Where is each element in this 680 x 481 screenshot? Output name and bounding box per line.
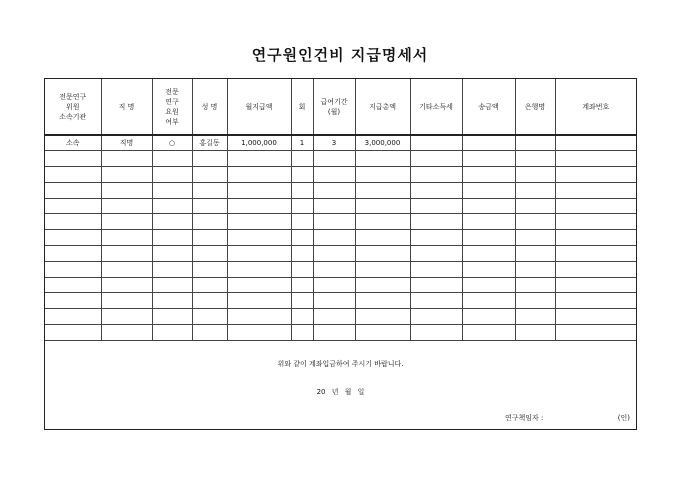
cell-period[interactable] — [313, 167, 355, 183]
column-header-text: 전문연구 — [59, 92, 87, 101]
column-header-text: 성 명 — [201, 102, 218, 111]
cell-position[interactable] — [101, 167, 152, 183]
cell-monthly[interactable] — [227, 261, 291, 277]
cell-times[interactable] — [291, 325, 313, 341]
cell-period[interactable]: 3 — [313, 135, 355, 151]
cell-name[interactable] — [192, 167, 227, 183]
column-header-text: 직 명 — [118, 102, 135, 111]
cell-total[interactable] — [355, 182, 410, 198]
cell-account[interactable] — [555, 198, 636, 214]
cell-expert[interactable] — [152, 151, 192, 167]
payment-sheet — [44, 78, 637, 430]
cell-expert[interactable] — [152, 246, 192, 262]
column-header-org — [45, 79, 101, 135]
cell-position[interactable]: 직명 — [101, 135, 152, 151]
table-body — [45, 135, 636, 340]
cell-org[interactable] — [45, 261, 101, 277]
cell-period[interactable] — [313, 277, 355, 293]
cell-account[interactable] — [555, 325, 636, 341]
column-header-text: 여부 — [165, 117, 179, 126]
table-row — [45, 309, 636, 325]
cell-total[interactable] — [355, 167, 410, 183]
cell-account[interactable] — [555, 167, 636, 183]
cell-tax[interactable] — [410, 198, 462, 214]
cell-expert[interactable] — [152, 182, 192, 198]
cell-net[interactable] — [462, 167, 515, 183]
cell-total[interactable] — [355, 151, 410, 167]
cell-net[interactable] — [462, 309, 515, 325]
column-header-account — [555, 79, 636, 135]
column-header-text: 전문 — [165, 87, 179, 96]
cell-expert[interactable] — [152, 309, 192, 325]
cell-position[interactable] — [101, 214, 152, 230]
cell-times[interactable] — [291, 167, 313, 183]
column-header-text: 기타소득세 — [419, 102, 453, 111]
column-header-period — [313, 79, 355, 135]
cell-name[interactable] — [192, 182, 227, 198]
cell-bank[interactable] — [515, 198, 555, 214]
table-row — [45, 167, 636, 183]
cell-monthly[interactable] — [227, 309, 291, 325]
cell-account[interactable] — [555, 293, 636, 309]
cell-net[interactable] — [462, 151, 515, 167]
cell-org[interactable] — [45, 151, 101, 167]
cell-tax[interactable] — [410, 135, 462, 151]
table-row — [45, 214, 636, 230]
cell-name[interactable] — [192, 151, 227, 167]
cell-position[interactable] — [101, 151, 152, 167]
cell-name[interactable] — [192, 309, 227, 325]
cell-monthly[interactable] — [227, 325, 291, 341]
cell-expert[interactable] — [152, 198, 192, 214]
column-header-text: 소속기관 — [59, 112, 87, 121]
column-header-bank — [515, 79, 555, 135]
cell-net[interactable] — [462, 325, 515, 341]
cell-position[interactable] — [101, 246, 152, 262]
column-header-total — [355, 79, 410, 135]
cell-period[interactable] — [313, 293, 355, 309]
cell-net[interactable] — [462, 214, 515, 230]
cell-monthly[interactable] — [227, 198, 291, 214]
table-row — [45, 230, 636, 246]
cell-org[interactable] — [45, 293, 101, 309]
table-row — [45, 182, 636, 198]
sheet-footer — [45, 349, 636, 429]
cell-period[interactable] — [313, 198, 355, 214]
cell-bank[interactable] — [515, 246, 555, 262]
cell-org[interactable] — [45, 198, 101, 214]
table-row — [45, 198, 636, 214]
cell-name[interactable]: 홍길동 — [192, 135, 227, 151]
cell-total[interactable]: 3,000,000 — [355, 135, 410, 151]
column-header-net — [462, 79, 515, 135]
cell-period[interactable] — [313, 230, 355, 246]
cell-period[interactable] — [313, 182, 355, 198]
cell-bank[interactable] — [515, 135, 555, 151]
column-header-text: 급여기간 — [320, 97, 348, 106]
column-header-expert — [152, 79, 192, 135]
column-header-monthly — [227, 79, 291, 135]
column-header-text: 은행명 — [524, 102, 546, 111]
cell-account[interactable] — [555, 214, 636, 230]
cell-bank[interactable] — [515, 167, 555, 183]
cell-org[interactable]: 소속 — [45, 135, 101, 151]
cell-times[interactable] — [291, 293, 313, 309]
cell-tax[interactable] — [410, 167, 462, 183]
cell-net[interactable] — [462, 135, 515, 151]
column-header-text: 월지급액 — [245, 102, 273, 111]
cell-tax[interactable] — [410, 309, 462, 325]
cell-monthly[interactable] — [227, 230, 291, 246]
column-header-text: 요원 — [165, 107, 179, 116]
cell-bank[interactable] — [515, 261, 555, 277]
cell-name[interactable] — [192, 277, 227, 293]
cell-total[interactable] — [355, 293, 410, 309]
cell-net[interactable] — [462, 293, 515, 309]
cell-net[interactable] — [462, 261, 515, 277]
document-title: 연구원인건비 지급명세서 — [251, 46, 429, 64]
table-row — [45, 325, 636, 341]
date-line: 20 년 월 일 — [316, 388, 365, 396]
cell-account[interactable] — [555, 309, 636, 325]
cell-expert[interactable]: ○ — [152, 135, 192, 151]
cell-name[interactable] — [192, 325, 227, 341]
cell-monthly[interactable] — [227, 277, 291, 293]
cell-position[interactable] — [101, 230, 152, 246]
cell-period[interactable] — [313, 214, 355, 230]
cell-monthly[interactable] — [227, 293, 291, 309]
cell-bank[interactable] — [515, 214, 555, 230]
cell-total[interactable] — [355, 230, 410, 246]
cell-org[interactable] — [45, 167, 101, 183]
cell-times[interactable] — [291, 151, 313, 167]
cell-period[interactable] — [313, 246, 355, 262]
cell-times[interactable] — [291, 277, 313, 293]
cell-bank[interactable] — [515, 325, 555, 341]
cell-account[interactable] — [555, 230, 636, 246]
cell-account[interactable] — [555, 182, 636, 198]
cell-name[interactable] — [192, 230, 227, 246]
cell-total[interactable] — [355, 214, 410, 230]
cell-account[interactable] — [555, 135, 636, 151]
column-header-name — [192, 79, 227, 135]
cell-net[interactable] — [462, 182, 515, 198]
cell-name[interactable] — [192, 214, 227, 230]
cell-name[interactable] — [192, 261, 227, 277]
cell-expert[interactable] — [152, 214, 192, 230]
cell-times[interactable] — [291, 230, 313, 246]
cell-org[interactable] — [45, 246, 101, 262]
cell-position[interactable] — [101, 198, 152, 214]
cell-position[interactable] — [101, 309, 152, 325]
cell-net[interactable] — [462, 246, 515, 262]
column-header-text: 계좌번호 — [582, 102, 610, 111]
cell-total[interactable] — [355, 261, 410, 277]
cell-monthly[interactable] — [227, 151, 291, 167]
cell-expert[interactable] — [152, 277, 192, 293]
cell-period[interactable] — [313, 325, 355, 341]
transfer-request-notice: 위와 같이 계좌입금하여 주시기 바랍니다. — [277, 360, 404, 368]
payment-table — [45, 79, 636, 341]
cell-account[interactable] — [555, 261, 636, 277]
table-row — [45, 135, 636, 151]
table-row — [45, 293, 636, 309]
cell-total[interactable] — [355, 325, 410, 341]
cell-times[interactable] — [291, 198, 313, 214]
cell-expert[interactable] — [152, 261, 192, 277]
table-row — [45, 246, 636, 262]
cell-times[interactable] — [291, 214, 313, 230]
cell-name[interactable] — [192, 246, 227, 262]
cell-position[interactable] — [101, 293, 152, 309]
cell-tax[interactable] — [410, 246, 462, 262]
cell-account[interactable] — [555, 246, 636, 262]
cell-times[interactable] — [291, 182, 313, 198]
cell-monthly[interactable] — [227, 167, 291, 183]
cell-bank[interactable] — [515, 182, 555, 198]
cell-expert[interactable] — [152, 230, 192, 246]
cell-net[interactable] — [462, 277, 515, 293]
cell-total[interactable] — [355, 198, 410, 214]
cell-name[interactable] — [192, 293, 227, 309]
cell-net[interactable] — [462, 198, 515, 214]
cell-position[interactable] — [101, 277, 152, 293]
column-header-text: 송금액 — [478, 102, 499, 111]
cell-org[interactable] — [45, 230, 101, 246]
cell-monthly[interactable]: 1,000,000 — [227, 135, 291, 151]
table-header — [45, 79, 636, 135]
column-header-position — [101, 79, 152, 135]
column-header-text: 지급총액 — [368, 102, 397, 111]
cell-period[interactable] — [313, 309, 355, 325]
cell-bank[interactable] — [515, 293, 555, 309]
cell-total[interactable] — [355, 309, 410, 325]
cell-account[interactable] — [555, 151, 636, 167]
cell-org[interactable] — [45, 309, 101, 325]
cell-monthly[interactable] — [227, 182, 291, 198]
cell-org[interactable] — [45, 214, 101, 230]
cell-org[interactable] — [45, 182, 101, 198]
column-header-times — [291, 79, 313, 135]
cell-org[interactable] — [45, 325, 101, 341]
cell-name[interactable] — [192, 198, 227, 214]
column-header-text: 연구 — [165, 97, 179, 106]
cell-org[interactable] — [45, 277, 101, 293]
cell-period[interactable] — [313, 261, 355, 277]
column-header-text: (월) — [327, 107, 341, 116]
cell-monthly[interactable] — [227, 246, 291, 262]
column-header-tax — [410, 79, 462, 135]
table-row — [45, 261, 636, 277]
cell-bank[interactable] — [515, 151, 555, 167]
cell-times[interactable] — [291, 246, 313, 262]
signer-label: 연구책임자 : — [505, 414, 544, 422]
cell-expert[interactable] — [152, 325, 192, 341]
cell-expert[interactable] — [152, 293, 192, 309]
cell-tax[interactable] — [410, 293, 462, 309]
cell-account[interactable] — [555, 277, 636, 293]
table-row — [45, 151, 636, 167]
cell-bank[interactable] — [515, 277, 555, 293]
cell-times[interactable] — [291, 309, 313, 325]
cell-total[interactable] — [355, 277, 410, 293]
cell-times[interactable] — [291, 261, 313, 277]
cell-position[interactable] — [101, 325, 152, 341]
cell-times[interactable]: 1 — [291, 135, 313, 151]
header-row — [45, 79, 636, 135]
cell-tax[interactable] — [410, 325, 462, 341]
cell-position[interactable] — [101, 182, 152, 198]
cell-tax[interactable] — [410, 151, 462, 167]
seal-mark: (인) — [617, 414, 630, 422]
cell-net[interactable] — [462, 230, 515, 246]
cell-bank[interactable] — [515, 309, 555, 325]
cell-tax[interactable] — [410, 261, 462, 277]
cell-period[interactable] — [313, 151, 355, 167]
column-header-text: 회 — [298, 102, 306, 111]
cell-tax[interactable] — [410, 214, 462, 230]
cell-tax[interactable] — [410, 277, 462, 293]
cell-bank[interactable] — [515, 230, 555, 246]
cell-total[interactable] — [355, 246, 410, 262]
cell-tax[interactable] — [410, 182, 462, 198]
cell-position[interactable] — [101, 261, 152, 277]
cell-monthly[interactable] — [227, 214, 291, 230]
table-row — [45, 277, 636, 293]
cell-tax[interactable] — [410, 230, 462, 246]
cell-expert[interactable] — [152, 167, 192, 183]
column-header-text: 위원 — [65, 102, 80, 111]
